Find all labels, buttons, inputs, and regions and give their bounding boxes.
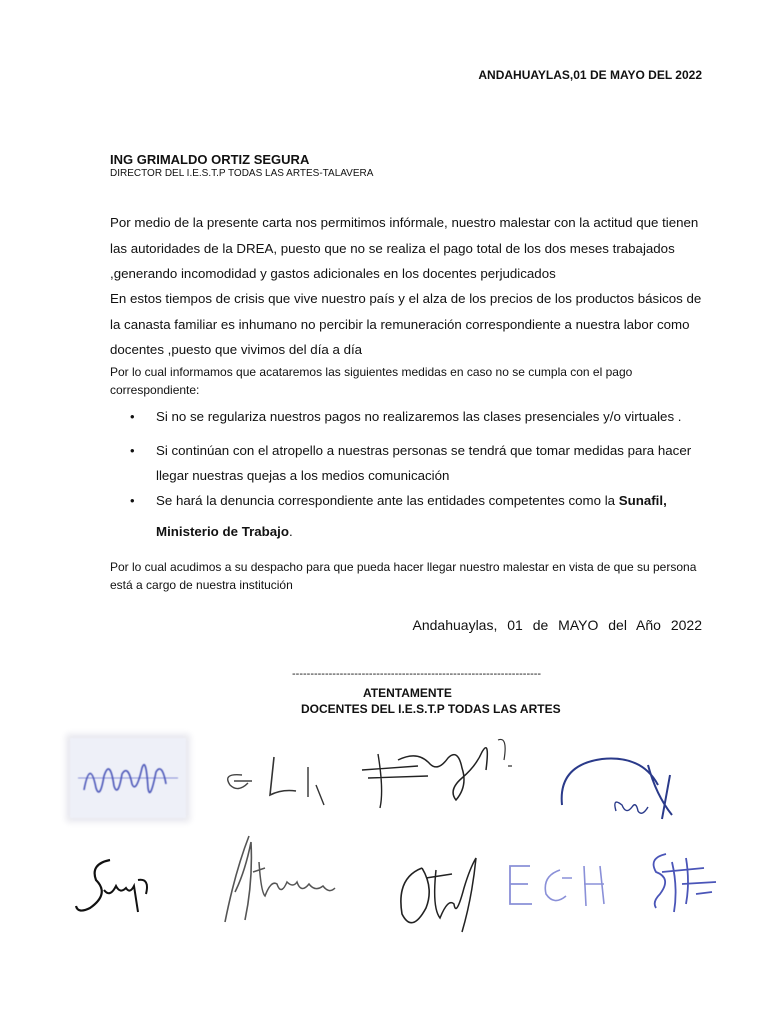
bullet-icon: • xyxy=(130,409,135,424)
recipient-title: DIRECTOR DEL I.E.S.T.P TODAS LAS ARTES-TALAVERA xyxy=(110,168,374,179)
signature-8 xyxy=(500,856,620,916)
closing-date: Andahuaylas, 01 de MAYO del Año 2022 xyxy=(412,617,702,633)
signature-3 xyxy=(358,730,518,815)
bullet-icon: • xyxy=(130,493,135,508)
sender-organization: DOCENTES DEL I.E.S.T.P TODAS LAS ARTES xyxy=(301,702,561,716)
body-paragraph-2: En estos tiempos de crisis que vive nuestro país y el alza de los precios de los productos básicos de la canasta familiar es inhumano no percibir la remuneración correspondiente a nuestra labor como docentes ,puesto que vivimos del día a día xyxy=(110,291,702,357)
measure-text: Si continúan con el atropello a nuestras personas se tendrá que tomar medidas para hacer llegar nuestras quejas a los medios comunicación xyxy=(156,443,692,483)
measures-list-item-3 xyxy=(130,488,720,513)
measure-end: . xyxy=(289,524,293,539)
measure-text: Si no se regulariza nuestros pagos no realizaremos las clases presenciales y/o virtuales . xyxy=(156,409,682,424)
measures-list-item-1 xyxy=(130,404,720,429)
body-paragraph-3: Por lo cual informamos que acataremos las siguientes medidas en caso no se cumpla con el pago correspondiente: xyxy=(110,365,633,397)
body-paragraph-1: Por medio de la presente carta nos permitimos infórmale, nuestro malestar con la actitud que tienen las autoridades de la DREA, puesto que no se realiza el pago total de los dos meses trabajados ,generando incomodidad y gastos adicionales en los docentes perjudicados xyxy=(110,215,699,281)
signature-6 xyxy=(205,832,345,932)
signature-5 xyxy=(70,850,170,920)
body-paragraph-4: Por lo cual acudimos a su despacho para que pueda hacer llegar nuestro malestar en vista de que su persona está a cargo de nuestra institución xyxy=(110,560,697,592)
measure-entity-ministerio: Ministerio de Trabajo xyxy=(156,524,289,539)
measures-list-item-2 xyxy=(130,438,720,488)
closing-salutation: ATENTAMENTE xyxy=(363,686,452,700)
signature-7 xyxy=(392,848,492,938)
recipient-name: ING GRIMALDO ORTIZ SEGURA xyxy=(110,152,310,167)
signature-line: -------------------------------------------------------------------- xyxy=(292,668,542,680)
signature-4 xyxy=(552,745,692,825)
bullet-icon: • xyxy=(130,443,135,458)
signature-1 xyxy=(70,738,186,818)
signature-9 xyxy=(642,848,722,918)
measure-continuation xyxy=(156,524,293,539)
measure-entity-sunafil: Sunafil, xyxy=(618,493,667,508)
letter-date: ANDAHUAYLAS,01 DE MAYO DEL 2022 xyxy=(478,68,702,82)
measure-text: Se hará la denuncia correspondiente ante las entidades competentes como la xyxy=(156,493,619,508)
signature-2 xyxy=(212,745,342,815)
